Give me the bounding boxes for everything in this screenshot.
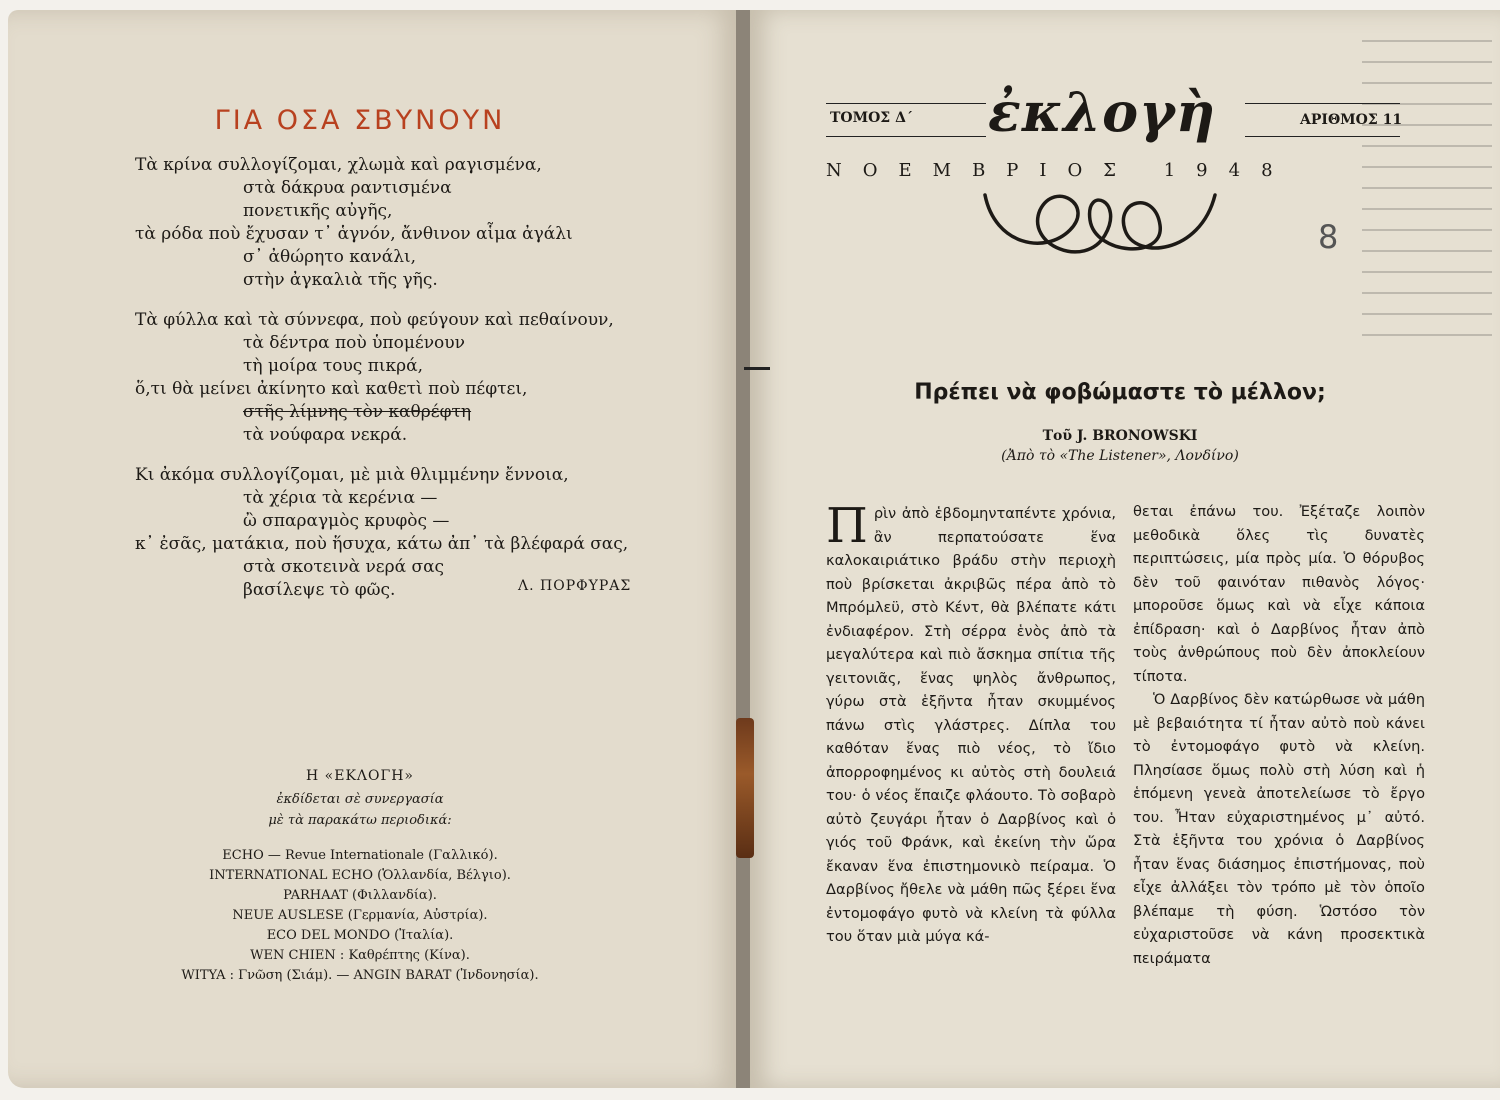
publisher-line: ἐκδίδεται σὲ συνεργασία — [276, 792, 444, 807]
publisher-title: Η «ΕΚΛΟΓΗ» — [306, 768, 414, 784]
spine — [736, 10, 750, 1088]
poem-title: ΓΙΑ ΟΣΑ ΣΒΥΝΟΥΝ — [214, 105, 506, 136]
volume-label: ΤΟΜΟΣ Δ΄ — [830, 110, 913, 126]
issue-date: ΝΟΕΜΒΡΙΟΣ 1948 — [826, 160, 1294, 181]
poem-line: Τὰ φύλλα καὶ τὰ σύννεφα, ποὺ φεύγουν καὶ πεθαίνουν, — [135, 310, 614, 330]
masthead-logo: ἐκλογὴ — [988, 80, 1217, 144]
poem-line: τὰ ρόδα ποὺ ἔχυσαν τ᾽ ἁγνόν, ἄνθινον αἷμα ἀγάλι — [135, 224, 573, 244]
poem-author: Λ. ΠΟΡΦΥΡΑΣ — [518, 578, 632, 594]
article-column-right — [1133, 500, 1425, 970]
poem-line: στὴν ἀγκαλιὰ τῆς γῆς. — [243, 270, 438, 290]
poem-line: σ᾽ ἀθώρητο κανάλι, — [243, 247, 417, 267]
poem-line: τὰ νούφαρα νεκρά. — [243, 425, 408, 445]
partner-journal: NEUE AUSLESE (Γερμανία, Αὐστρία). — [232, 908, 488, 923]
poem-line: πονετικῆς αὐγῆς, — [243, 201, 393, 221]
poem-line: Τὰ κρίνα συλλογίζομαι, χλωμὰ καὶ ραγισμένα, — [135, 155, 542, 175]
spine-mark — [744, 367, 770, 370]
article-author: Τοῦ J. BRONOWSKI — [1042, 428, 1198, 444]
partner-journal: WEN CHIEN : Καθρέπτης (Κίνα). — [250, 948, 470, 963]
staple-rust — [736, 718, 754, 858]
poem-line: στὰ σκοτεινὰ νερά σας — [243, 557, 445, 577]
header-rule — [1245, 136, 1400, 137]
article-text: ρὶν ἀπὸ ἑβδομηνταπέντε χρόνια, ἂν περπατούσατε ἕνα καλοκαιριάτικο βράδυ στὴν περιοχὴ ποὺ βρίσκεται ἀκριβῶς πέρα ἀπὸ τὸ Μπρόμλεϋ, στὸ Κέντ, θὰ βλέπατε κάτι ἐνδιαφέρον. Στὴ σέρρα ἑνὸς ἀπὸ τὰ μεγαλύτερα καὶ πιὸ ἄσκημα σπίτια τῆς γειτονιᾶς, ἕνας ψηλὸς ἄνθρωπος, γύρω στὰ ἑξῆντα ἦταν σκυμμένος πάνω στὶς γλάστρες. Δίπλα του καθόταν ἕνας πιὸ νέος, τὸ ἴδιο ἀπορροφημένος κι αὐτὸς στὴ δουλειά του· ὁ νέος ἔπαιζε φλάουτο. Τὸ σοβαρὸ αὐτὸ ζευγάρι ἦταν ὁ Δαρβίνος καὶ ὁ γιός τοῦ Φράνκ, καὶ ἐκείνη τὴν ὥρα ἔκαναν ἕνα ἐπιστημονικὸ πείραμα. Ὁ Δαρβίνος ἤθελε νὰ μάθη πῶς ξέρει ἕνα ἐντομοφάγο φυτὸ νὰ κλείνη τὰ φύλλα του ὅταν μιὰ μύγα κά- — [826, 505, 1116, 945]
article-title: Πρέπει νὰ φοβώμαστε τὸ μέλλον; — [914, 380, 1326, 405]
article-paragraph: θεται ἐπάνω του. Ἐξέταζε λοιπὸν μεθοδικὰ ὅλες τὶς δυνατὲς περιπτώσεις, μία πρὸς μία. Ὁ θόρυβος δὲν τοῦ φαινόταν πιθανὸς λόγος· μποροῦσε ὅμως καὶ νὰ εἶχε κάποια ἐπίδραση· καὶ ὁ Δαρβίνος ἦταν ἀπὸ τοὺς ἀνθρώπους ποὺ δὲν ἀποκλείουν τίποτα. — [1133, 503, 1425, 685]
article-paragraph: Ὁ Δαρβίνος δὲν κατώρθωσε νὰ μάθη μὲ βεβαιότητα τί ἦταν αὐτὸ ποὺ κάνει τὸ ἐντομοφάγο φυτὸ νὰ κλείνη. Πλησίασε ὅμως πολὺ στὴ λύση καὶ ἡ ἑπόμενη γενεὰ ἀποτελείωσε τὸ ἔργο του. Ἦταν εὐχαριστημένος μ᾽ αὐτό. Στὰ ἑξῆντα του χρόνια ὁ Δαρβίνος ἦταν ἕνας διάσημος ἐπιστήμονας, ποὺ εἶχε ἀλλάξει τὸν τρόπο μὲ τὸν ὁποῖο βλέπαμε τὴ φύση. Ὡστόσο τὸν εὐχαριστοῦσε νὰ κάνη προσεκτικὰ πειράματα — [1133, 691, 1425, 967]
poem-line: στῆς λίμνης τὸν καθρέφτη — [243, 402, 472, 422]
poem-line: κ᾽ ἐσᾶς, ματάκια, ποὺ ἥσυχα, κάτω ἀπ᾽ τὰ βλέφαρά σας, — [135, 534, 629, 554]
article-source: (Ἀπὸ τὸ «The Listener», Λονδίνο) — [1001, 448, 1239, 464]
poem-line: στὰ δάκρυα ραντισμένα — [243, 178, 452, 198]
issue-number: ΑΡΙΘΜΟΣ 11 — [1300, 112, 1403, 128]
header-rule — [826, 103, 986, 104]
poem-line: Κι ἀκόμα συλλογίζομαι, μὲ μιὰ θλιμμένην ἔννοια, — [135, 465, 569, 485]
poem-line: βασίλεψε τὸ φῶς. — [243, 580, 396, 600]
partner-journal: ECO DEL MONDO (Ἰταλία). — [266, 928, 454, 943]
drop-cap: Π — [826, 498, 868, 554]
header-rule — [1245, 103, 1400, 104]
pencil-mark: 8 — [1318, 218, 1339, 256]
poem-line: τὴ μοίρα τους πικρά, — [243, 356, 424, 376]
poem-line: ὢ σπαραγμὸς κρυφὸς — — [243, 511, 450, 531]
partner-journal: ECHO — Revue Internationale (Γαλλικό). — [222, 848, 498, 863]
poem-line: τὰ δέντρα ποὺ ὑπομένουν — [243, 333, 465, 353]
partner-journal: INTERNATIONAL ECHO (Ὁλλανδία, Βέλγιο). — [209, 868, 511, 883]
publisher-line: μὲ τὰ παρακάτω περιοδικά: — [268, 813, 452, 828]
poem-line: ὅ,τι θὰ μείνει ἀκίνητο καὶ καθετὶ ποὺ πέφτει, — [135, 379, 528, 399]
header-rule — [826, 136, 986, 137]
ornament-flourish — [975, 175, 1225, 285]
partner-journal: PARHAAT (Φιλλανδία). — [283, 888, 437, 903]
article-column-left — [826, 498, 1116, 949]
bleed-through-text — [1362, 40, 1492, 400]
partner-journal: WITYA : Γνῶση (Σιάμ). — ANGIN BARAT (Ἰνδονησία). — [181, 968, 539, 983]
poem-line: τὰ χέρια τὰ κερένια — — [243, 488, 438, 508]
